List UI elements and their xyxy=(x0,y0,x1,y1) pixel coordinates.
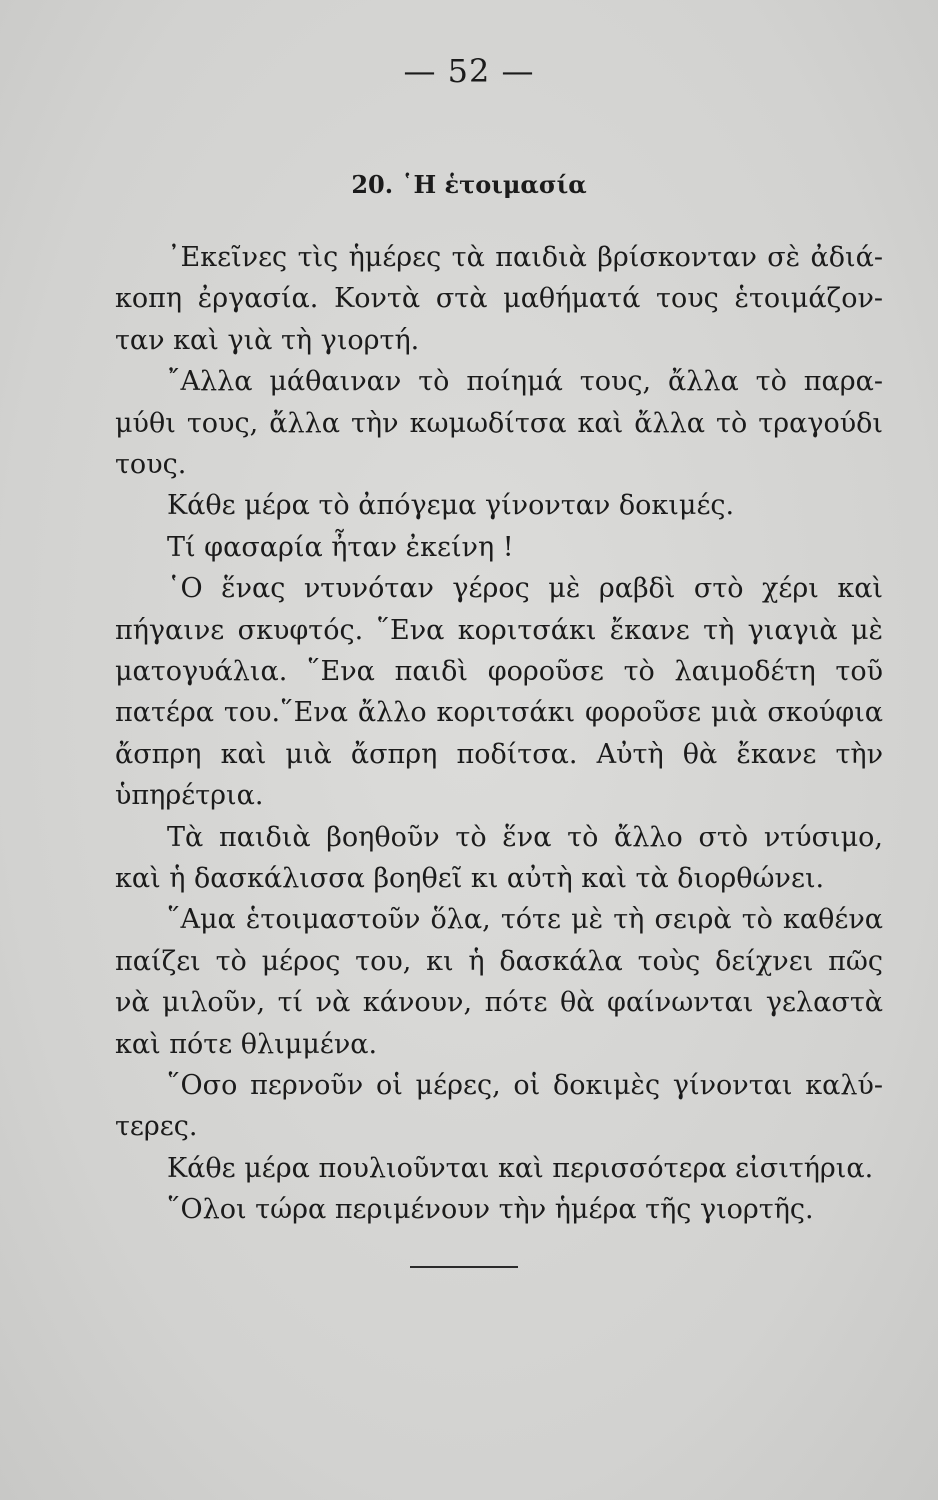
text-line: νὰ μιλοῦν, τί νὰ κάνουν, πότε θὰ φαίνωνται γελαστὰ xyxy=(115,987,883,1019)
text-line: ῎Αλλα μάθαιναν τὸ ποίημά τους, ἄλλα τὸ παρα- xyxy=(167,366,883,398)
text-line: ᾿Εκεῖνες τὶς ἡμέρες τὰ παιδιὰ βρίσκονταν σὲ ἀδιά- xyxy=(167,242,883,273)
text-line: ῞Ολοι τώρα περιμένουν τὴν ἡμέρα τῆς γιορτῆς. xyxy=(167,1194,814,1226)
text-line: Τί φασαρία ἦταν ἐκείνη ! xyxy=(167,531,514,563)
end-rule-divider xyxy=(410,1266,518,1268)
text-line: πήγαινε σκυφτός. ῞Ενα κοριτσάκι ἔκανε τὴ γιαγιὰ μὲ xyxy=(115,614,883,646)
text-line: κοπη ἐργασία. Κοντὰ στὰ μαθήματά τους ἑτοιμάζον- xyxy=(115,283,883,315)
text-line: ὑπηρέτρια. xyxy=(115,780,264,812)
page-number: — 52 — xyxy=(403,52,535,90)
text-line: ματογυάλια. ῞Ενα παιδὶ φοροῦσε τὸ λαιμοδέτη τοῦ xyxy=(115,656,883,687)
text-line: τους. xyxy=(115,449,187,480)
text-line: ταν καὶ γιὰ τὴ γιορτή. xyxy=(115,324,420,356)
text-line: Κάθε μέρα τὸ ἀπόγεμα γίνονταν δοκιμές. xyxy=(167,490,735,522)
text-line: ῞Οσο περνοῦν οἱ μέρες, οἱ δοκιμὲς γίνονται καλύ- xyxy=(167,1070,883,1101)
text-line: Τὰ παιδιὰ βοηθοῦν τὸ ἕνα τὸ ἄλλο στὸ ντύσιμο, xyxy=(167,821,883,853)
text-line: τερες. xyxy=(115,1111,198,1143)
chapter-title: 20. ῾Η ἑτοιμασία xyxy=(351,170,587,199)
text-line: ῾Ο ἕνας ντυνόταν γέρος μὲ ραβδὶ στὸ χέρι καὶ xyxy=(167,573,884,605)
text-line: παίζει τὸ μέρος του, κι ἡ δασκάλα τοὺς δείχνει πῶς xyxy=(115,945,883,977)
text-line: ῞Αμα ἑτοιμαστοῦν ὅλα, τότε μὲ τὴ σειρὰ τὸ καθένα xyxy=(167,904,884,936)
text-line: πατέρα του.῞Ενα ἄλλο κοριτσάκι φοροῦσε μιὰ σκούφια xyxy=(115,697,884,729)
text-line: ἄσπρη καὶ μιὰ ἄσπρη ποδίτσα. Αὐτὴ θὰ ἔκανε τὴν xyxy=(115,738,884,770)
text-line: καὶ ἡ δασκάλισσα βοηθεῖ κι αὐτὴ καὶ τὰ διορθώνει. xyxy=(115,863,825,894)
text-line: μύθι τους, ἄλλα τὴν κωμωδίτσα καὶ ἄλλα τὸ τραγούδι xyxy=(115,407,883,439)
text-line: Κάθε μέρα πουλιοῦνται καὶ περισσότερα εἰσιτήρια. xyxy=(167,1152,874,1184)
text-line: καὶ πότε θλιμμένα. xyxy=(115,1028,378,1060)
